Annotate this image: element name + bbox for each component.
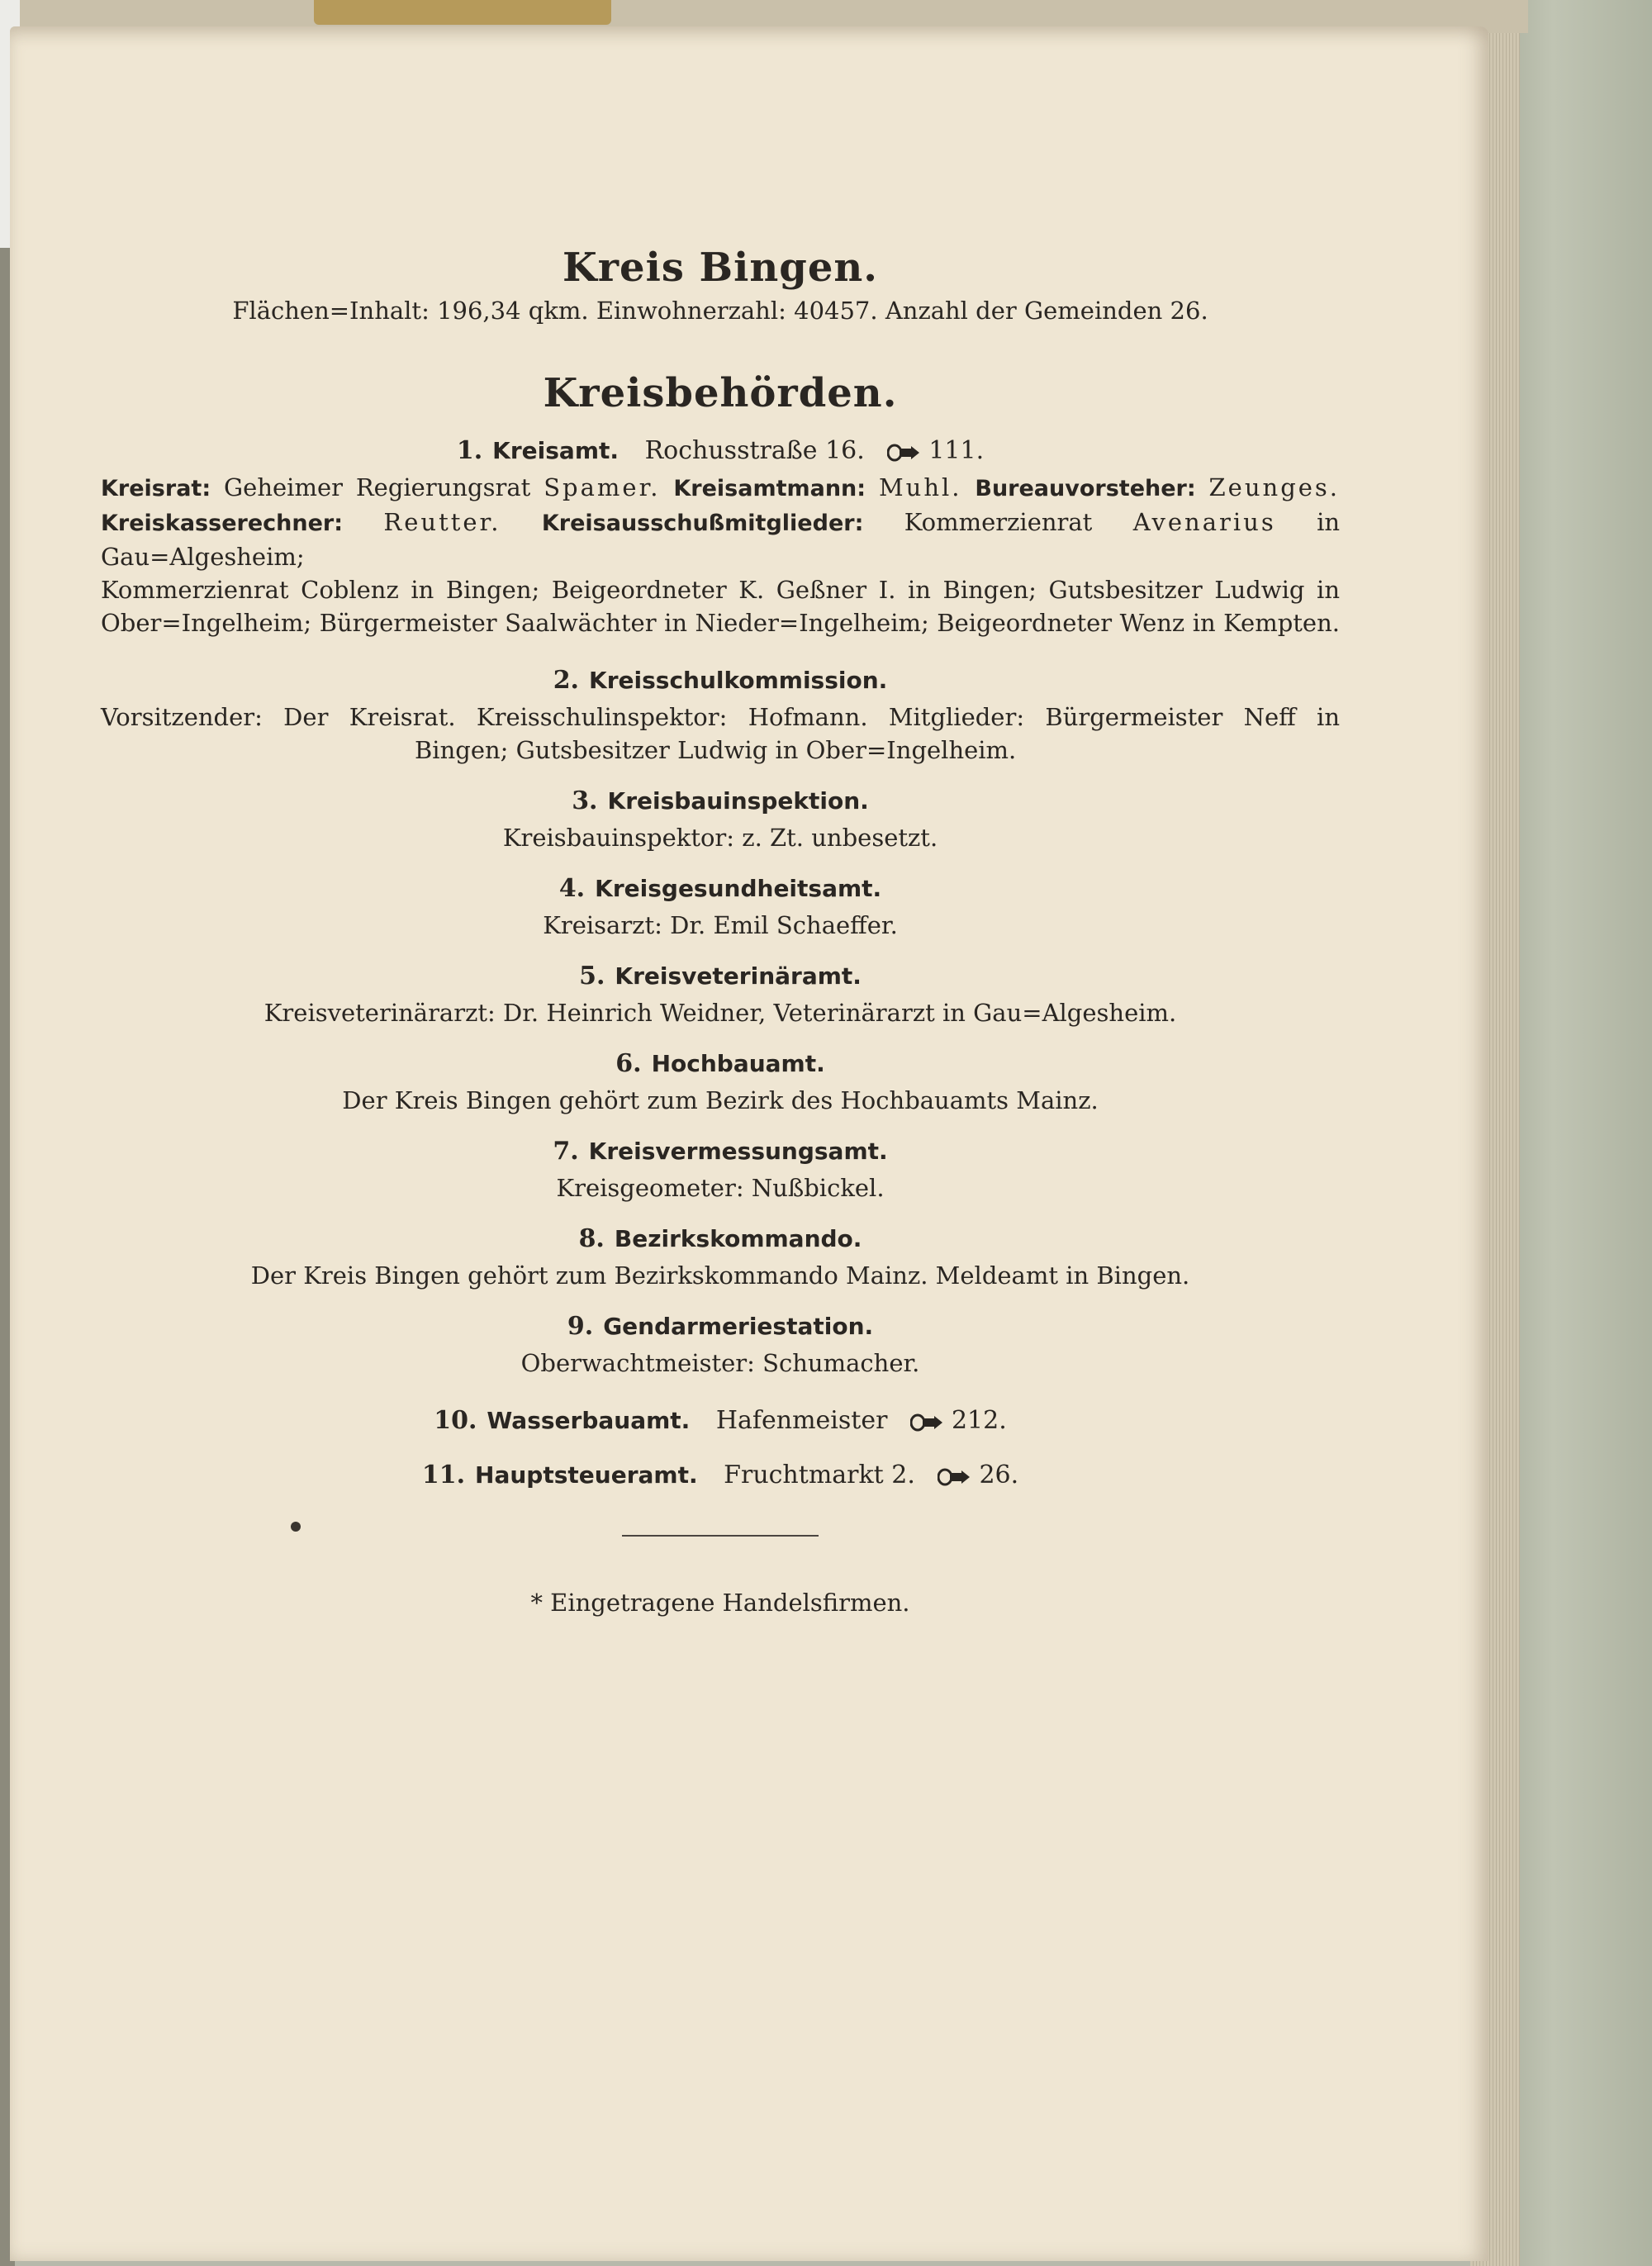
section-body	[101, 701, 1340, 767]
section-number: 4.	[558, 874, 586, 903]
label: Kreisausschußmitglieder:	[541, 511, 864, 536]
district-stats: Flächen=Inhalt: 196,34 qkm. Einwohnerzahl: 40457. Anzahl der Gemeinden 26.	[232, 297, 1208, 325]
page-content	[101, 245, 1341, 1619]
phone	[910, 1406, 1007, 1435]
section-name: Kreisvermessungsamt.	[588, 1138, 888, 1165]
section-name: Kreisamt.	[492, 437, 620, 464]
phone-number: 26.	[979, 1461, 1019, 1489]
section-header	[101, 435, 1340, 468]
section-header	[101, 960, 1340, 993]
phone-number: 111	[928, 436, 976, 465]
section-hauptsteueramt	[101, 1459, 1340, 1492]
telephone-hand-icon	[910, 1413, 943, 1432]
section-body: Kreisarzt: Dr. Emil Schaeffer.	[543, 911, 898, 939]
section-bezirkskommando	[101, 1223, 1340, 1292]
text-line: Kommerzienrat Coblenz in Bingen; Beigeordneter K. Geßner I. in Bingen; Gutsbesitzer Ludwig in	[101, 576, 1340, 604]
footnote: * Eingetragene Handelsfirmen.	[530, 1589, 910, 1617]
section-header	[101, 785, 1340, 818]
section-name: Kreisveterinäramt.	[615, 962, 862, 990]
section-name: Wasserbauamt.	[487, 1407, 691, 1434]
section-body: Kreisbauinspektor: z. Zt. unbesetzt.	[502, 824, 938, 852]
label: Kreiskasserechner:	[101, 511, 344, 536]
section-kreisamt	[101, 435, 1340, 639]
section-name: Kreisschulkommission.	[589, 667, 888, 694]
section-kreisschulkommission	[101, 664, 1340, 767]
section-number: 6.	[615, 1049, 642, 1078]
section-number: 1.	[456, 436, 483, 465]
text: Kommerzienrat	[904, 508, 1093, 536]
section-body: Kreisgeometer: Nußbickel.	[556, 1174, 885, 1202]
section-heading: Kreisbehörden.	[543, 370, 898, 416]
phone-number: 212.	[951, 1406, 1007, 1435]
section-body	[101, 471, 1340, 639]
section-name: Kreisbauinspektion.	[607, 787, 869, 815]
section-name: Bezirkskommando.	[614, 1225, 862, 1252]
person: Muhl.	[878, 473, 962, 501]
section-header	[101, 1404, 1340, 1437]
section-number: 10.	[434, 1406, 477, 1435]
text: Geheimer Regierungsrat	[224, 473, 531, 501]
section-body: Kreisveterinärarzt: Dr. Heinrich Weidner, Veterinärarzt in Gau=Algesheim.	[263, 999, 1177, 1027]
page-title: Kreis Bingen.	[563, 245, 878, 291]
section-header	[101, 1047, 1340, 1081]
section-hochbauamt	[101, 1047, 1340, 1117]
label: Kreisrat:	[101, 476, 211, 501]
section-header	[101, 872, 1340, 905]
section-gendarmeriestation	[101, 1310, 1340, 1380]
section-kreisgesundheitsamt	[101, 872, 1340, 942]
address: Rochusstraße 16.	[644, 436, 865, 465]
section-header	[101, 1310, 1340, 1343]
person: Avenarius	[1132, 508, 1276, 536]
telephone-hand-icon	[887, 444, 920, 462]
section-number: 9.	[567, 1312, 594, 1341]
address: Fruchtmarkt 2.	[724, 1461, 915, 1489]
divider	[622, 1535, 819, 1537]
section-name: Gendarmeriestation.	[603, 1313, 874, 1340]
text-line	[101, 471, 1340, 506]
section-number: 2.	[553, 666, 580, 695]
person: Reutter.	[383, 508, 501, 536]
section-name: Kreisgesundheitsamt.	[595, 875, 882, 902]
section-name: Hauptsteueramt.	[475, 1461, 698, 1489]
text-line: Bingen; Gutsbesitzer Ludwig in Ober=Ingelheim.	[415, 736, 1017, 764]
bookmark-tab	[314, 0, 611, 25]
section-name: Hochbauamt.	[651, 1050, 825, 1077]
section-body: Oberwachtmeister: Schumacher.	[520, 1349, 920, 1377]
phone	[938, 1461, 1018, 1489]
section-kreisbauinspektion	[101, 785, 1340, 854]
section-number: 5.	[579, 962, 605, 990]
section-number: 8.	[578, 1224, 605, 1253]
section-number: 11.	[421, 1461, 466, 1489]
section-body: Der Kreis Bingen gehört zum Bezirkskommando Mainz. Meldeamt in Bingen.	[250, 1261, 1190, 1290]
section-header	[101, 1223, 1340, 1256]
address: Hafenmeister	[715, 1406, 888, 1435]
section-number: 7.	[553, 1137, 579, 1166]
text-line: Vorsitzender: Der Kreisrat. Kreisschulinspektor: Hofmann. Mitglieder: Bürgermeister Neff in	[101, 703, 1340, 731]
text-line	[101, 506, 1340, 573]
label: Kreisamtmann:	[673, 476, 866, 501]
section-wasserbauamt	[101, 1404, 1340, 1437]
section-header	[101, 1459, 1340, 1492]
telephone-hand-icon	[938, 1468, 971, 1486]
person: Zeunges.	[1208, 473, 1341, 501]
section-body: Der Kreis Bingen gehört zum Bezirk des Hochbauamts Mainz.	[342, 1086, 1099, 1114]
section-number: 3.	[572, 786, 598, 815]
label: Bureauvorsteher:	[975, 476, 1196, 501]
person: Spamer.	[544, 473, 661, 501]
section-header	[101, 1135, 1340, 1168]
text-line: Ober=Ingelheim; Bürgermeister Saalwächter in Nieder=Ingelheim; Beigeordneter Wenz in Kempten.	[101, 609, 1340, 637]
section-kreisvermessungsamt	[101, 1135, 1340, 1204]
section-kreisveterinaeramt	[101, 960, 1340, 1029]
phone: 111.	[887, 436, 984, 465]
section-header	[101, 664, 1340, 697]
text: in Gau=Algesheim;	[101, 508, 1341, 571]
page	[10, 26, 1488, 2261]
